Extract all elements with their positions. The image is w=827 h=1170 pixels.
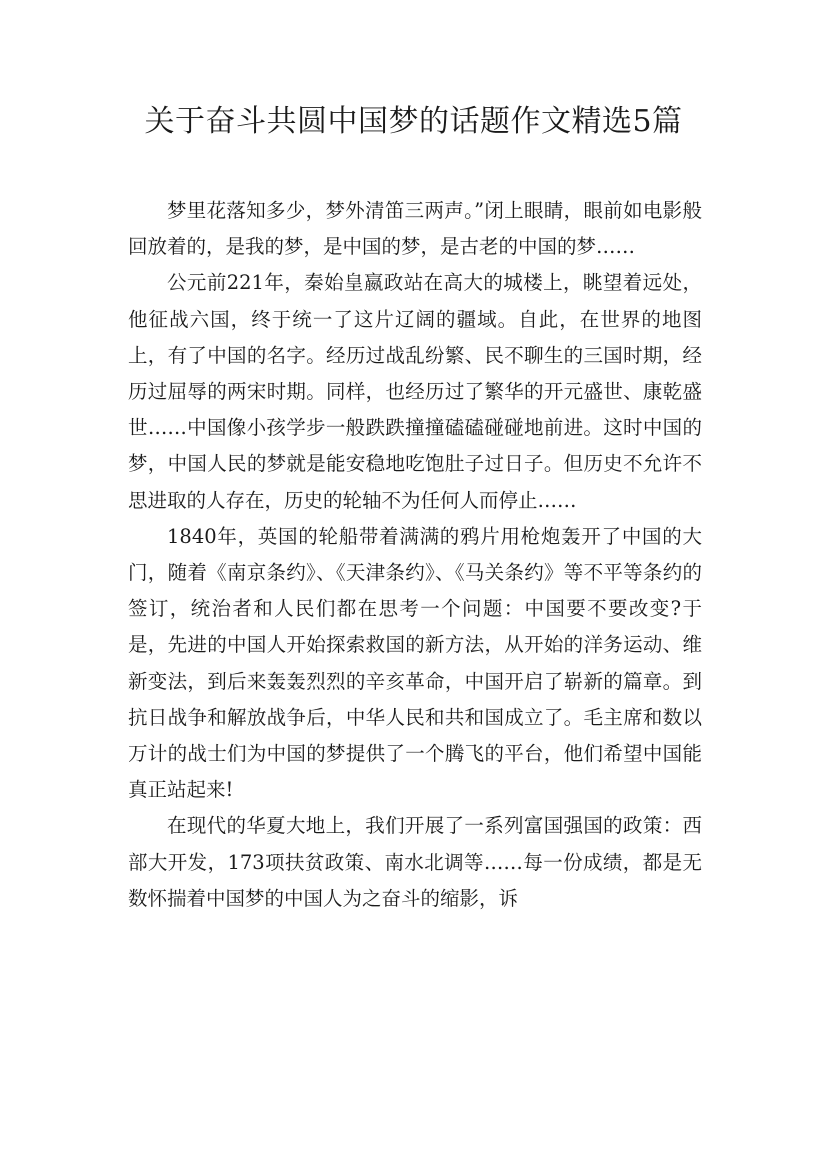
paragraph-3: 1840年，英国的轮船带着满满的鸦片用枪炮轰开了中国的大门，随着《南京条约》、《天津条约》、《马关条约》等不平等条约的签订，统治者和人民们都在思考一个问题：中国要不要改变?于是，先进的中国人开始探索救国的新方法，从开始的洋务运动、维新变法，到后来轰轰烈烈的辛亥革命，中国开启了崭新的篇章。到抗日战争和解放战争后，中华人民和共和国成立了。毛主席和数以万计的战士们为中国的梦提供了一个腾飞的平台，他们希望中国能真正站起来!	[128, 524, 702, 802]
paragraph-4: 在现代的华夏大地上，我们开展了一系列富国强国的政策：西部大开发，173项扶贫政策、南水北调等……每一份成绩，都是无数怀揣着中国梦的中国人为之奋斗的缩影，诉	[128, 814, 702, 910]
document-title: 关于奋斗共圆中国梦的话题作文精选5篇	[144, 104, 683, 139]
document-body	[128, 193, 702, 917]
paragraph-1: 梦里花落知多少，梦外清笛三两声。”闭上眼睛，眼前如电影般回放着的，是我的梦，是中国的梦，是古老的中国的梦……	[128, 199, 702, 259]
paragraph-2: 公元前221年，秦始皇嬴政站在高大的城楼上，眺望着远处，他征战六国，终于统一了这片辽阔的疆域。自此，在世界的地图上，有了中国的名字。经历过战乱纷繁、民不聊生的三国时期，经历过屈辱的两宋时期。同样，也经历过了繁华的开元盛世、康乾盛世……中国像小孩学步一般跌跌撞撞磕磕碰碰地前进。这时中国的梦，中国人民的梦就是能安稳地吃饱肚子过日子。但历史不允许不思进取的人存在，历史的轮轴不为任何人而停止……	[128, 271, 702, 512]
